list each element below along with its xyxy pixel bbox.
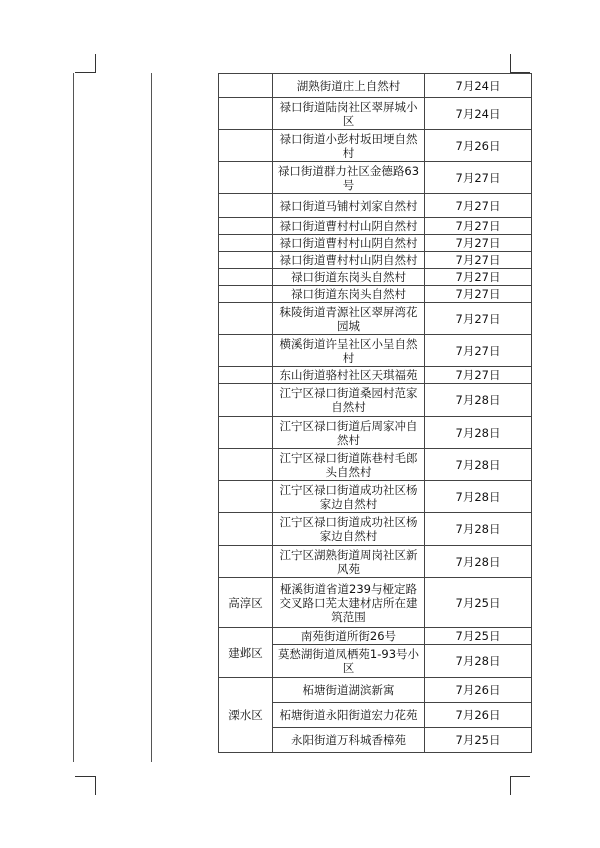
district-cell-continued bbox=[219, 513, 273, 546]
continued-column-line bbox=[151, 73, 152, 762]
crop-mark-top-right-v bbox=[510, 54, 511, 73]
date-cell: 7月24日 bbox=[425, 98, 532, 130]
date-cell: 7月27日 bbox=[425, 269, 532, 286]
district-cell-continued bbox=[219, 449, 273, 481]
location-cell: 禄口街道群力社区金德路63号 bbox=[273, 162, 425, 194]
location-cell: 莫愁湖街道凤栖苑1-93号小区 bbox=[273, 645, 425, 678]
location-cell: 永阳街道万科城香樟苑 bbox=[273, 728, 425, 753]
date-cell: 7月26日 bbox=[425, 703, 532, 728]
location-date-table bbox=[218, 73, 532, 753]
district-cell-continued bbox=[219, 546, 273, 578]
location-cell: 禄口街道小彭村坂田埂自然村 bbox=[273, 130, 425, 162]
date-cell: 7月28日 bbox=[425, 546, 532, 578]
date-cell: 7月28日 bbox=[425, 645, 532, 678]
location-cell: 柘塘街道永阳街道宏力花苑 bbox=[273, 703, 425, 728]
location-cell: 禄口街道曹村村山阴自然村 bbox=[273, 252, 425, 269]
date-cell: 7月26日 bbox=[425, 130, 532, 162]
location-cell: 禄口街道陆岗社区翠屏城小区 bbox=[273, 98, 425, 130]
date-cell: 7月28日 bbox=[425, 513, 532, 546]
location-cell: 湖熟街道庄上自然村 bbox=[273, 74, 425, 98]
district-cell-continued bbox=[219, 384, 273, 417]
district-cell-continued bbox=[219, 481, 273, 513]
date-cell: 7月28日 bbox=[425, 449, 532, 481]
location-cell: 禄口街道曹村村山阴自然村 bbox=[273, 218, 425, 235]
district-cell-continued bbox=[219, 98, 273, 130]
location-cell: 江宁区禄口街道成功社区杨家边自然村 bbox=[273, 481, 425, 513]
district-cell-continued bbox=[219, 303, 273, 335]
district-cell-continued bbox=[219, 252, 273, 269]
district-cell-continued bbox=[219, 130, 273, 162]
location-cell: 横溪街道许呈社区小呈自然村 bbox=[273, 335, 425, 367]
date-cell: 7月27日 bbox=[425, 194, 532, 218]
location-cell: 南苑街道所街26号 bbox=[273, 628, 425, 645]
date-cell: 7月27日 bbox=[425, 335, 532, 367]
district-cell-continued bbox=[219, 162, 273, 194]
crop-mark-bottom-left-h bbox=[75, 776, 95, 777]
date-cell: 7月25日 bbox=[425, 628, 532, 645]
district-cell-continued bbox=[219, 367, 273, 384]
location-cell: 江宁区湖熟街道周岗社区新风苑 bbox=[273, 546, 425, 578]
date-cell: 7月27日 bbox=[425, 218, 532, 235]
district-cell-continued bbox=[219, 235, 273, 252]
date-cell: 7月27日 bbox=[425, 235, 532, 252]
district-cell-continued bbox=[219, 417, 273, 449]
date-cell: 7月28日 bbox=[425, 384, 532, 417]
location-cell: 桠溪街道省道239与桠定路交叉路口芜太建材店所在建筑范围 bbox=[273, 578, 425, 628]
location-cell: 禄口街道东岗头自然村 bbox=[273, 269, 425, 286]
date-cell: 7月27日 bbox=[425, 252, 532, 269]
district-cell-continued bbox=[219, 286, 273, 303]
location-cell: 禄口街道东岗头自然村 bbox=[273, 286, 425, 303]
crop-mark-bottom-left-v bbox=[95, 776, 96, 795]
date-cell: 7月27日 bbox=[425, 303, 532, 335]
crop-mark-bottom-right-v bbox=[510, 776, 511, 795]
date-cell: 7月28日 bbox=[425, 481, 532, 513]
location-cell: 禄口街道马铺村刘家自然村 bbox=[273, 194, 425, 218]
district-cell-continued bbox=[219, 218, 273, 235]
district-cell-continued bbox=[219, 335, 273, 367]
location-cell: 柘塘街道湖滨新寓 bbox=[273, 678, 425, 703]
location-cell: 江宁区禄口街道桑园村范家自然村 bbox=[273, 384, 425, 417]
date-cell: 7月27日 bbox=[425, 286, 532, 303]
crop-mark-top-left-h bbox=[75, 72, 95, 73]
location-cell: 秣陵街道青源社区翠屏湾花园城 bbox=[273, 303, 425, 335]
date-cell: 7月25日 bbox=[425, 578, 532, 628]
crop-mark-top-left-v bbox=[95, 54, 96, 73]
district-cell: 溧水区 bbox=[219, 678, 273, 753]
district-cell: 建邺区 bbox=[219, 628, 273, 678]
date-cell: 7月27日 bbox=[425, 162, 532, 194]
location-cell: 江宁区禄口街道陈巷村毛郎头自然村 bbox=[273, 449, 425, 481]
district-cell-continued bbox=[219, 269, 273, 286]
date-cell: 7月24日 bbox=[425, 74, 532, 98]
location-cell: 江宁区禄口街道后周家冲自然村 bbox=[273, 417, 425, 449]
date-cell: 7月27日 bbox=[425, 367, 532, 384]
crop-mark-bottom-right-h bbox=[510, 776, 530, 777]
location-cell: 东山街道骆村社区天琪福苑 bbox=[273, 367, 425, 384]
district-cell-continued bbox=[219, 194, 273, 218]
location-cell: 禄口街道曹村村山阴自然村 bbox=[273, 235, 425, 252]
district-cell: 高淳区 bbox=[219, 578, 273, 628]
date-cell: 7月25日 bbox=[425, 728, 532, 753]
location-cell: 江宁区禄口街道成功社区杨家边自然村 bbox=[273, 513, 425, 546]
date-cell: 7月26日 bbox=[425, 678, 532, 703]
district-cell-continued bbox=[219, 74, 273, 98]
date-cell: 7月28日 bbox=[425, 417, 532, 449]
continued-column-line bbox=[73, 73, 74, 762]
